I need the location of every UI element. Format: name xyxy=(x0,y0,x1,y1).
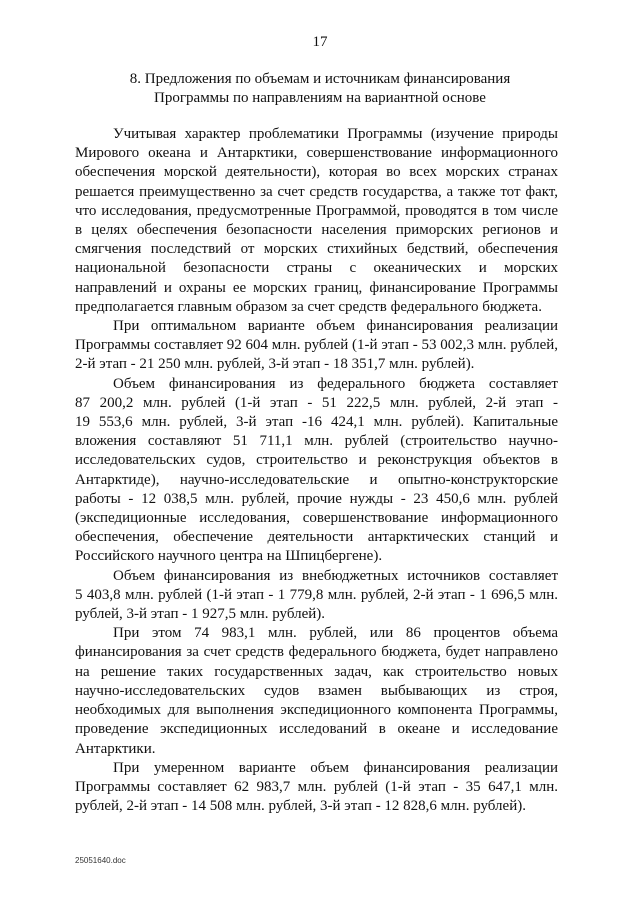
document-body xyxy=(75,125,558,816)
paragraph-line: Программы составляет 92 604 млн. рублей (1-й этап - 53 002,3 млн. рублей, xyxy=(75,337,559,354)
paragraph xyxy=(75,125,558,317)
paragraph-line: 87 200,2 млн. рублей (1-й этап - 51 222,5 млн. рублей, 2-й этап - xyxy=(75,394,558,411)
paragraph-line: Мирового океана и Антарктики, совершенствование информационного xyxy=(75,145,558,162)
paragraph-line: Программы составляет 62 983,7 млн. рублей (1-й этап - 35 647,1 млн. xyxy=(75,778,558,795)
paragraph-line: обеспечения морской деятельности), которая во всех морских странах xyxy=(75,164,558,181)
paragraph-line: Антарктики. xyxy=(75,740,156,757)
paragraph-line: обеспечения, обеспечение деятельности антарктических станций и xyxy=(75,529,558,546)
paragraph xyxy=(75,317,558,375)
paragraph-line: 5 403,8 млн. рублей (1-й этап - 1 779,8 млн. рублей, 2-й этап - 1 696,5 млн. xyxy=(75,586,558,603)
paragraph-line: Российского научного центра на Шпицбергене). xyxy=(75,548,383,565)
file-name-footer: 25051640.doc xyxy=(75,856,126,865)
paragraph-line: Объем финансирования из федерального бюджета составляет xyxy=(113,375,558,392)
paragraph xyxy=(75,759,558,817)
paragraph xyxy=(75,375,558,567)
paragraph-line: на решение таких государственных задач, как строительство новых xyxy=(75,663,558,680)
paragraph-line: проведение экспедиционных исследований в океане и исследование xyxy=(75,721,558,738)
paragraph-line: (экспедиционные исследования, совершенствование информационного xyxy=(75,510,558,527)
paragraph-line: При оптимальном варианте объем финансирования реализации xyxy=(113,318,558,335)
paragraph-line: При этом 74 983,1 млн. рублей, или 86 процентов объема xyxy=(113,625,558,642)
paragraph-line: необходимых для выполнения экспедиционного компонента Программы, xyxy=(75,702,558,719)
paragraph-line: решается преимущественно за счет средств государства, а также тот факт, xyxy=(75,183,558,200)
paragraph-line: рублей, 2-й этап - 14 508 млн. рублей, 3-й этап - 12 828,6 млн. рублей). xyxy=(75,798,526,815)
paragraph-line: работы - 12 038,5 млн. рублей, прочие нужды - 23 450,6 млн. рублей xyxy=(75,490,558,507)
paragraph-line: исследовательских судов, строительство и реконструкция объектов в xyxy=(75,452,558,469)
page-number: 17 xyxy=(312,34,328,50)
section-heading xyxy=(70,70,570,108)
paragraph-line: научно-исследовательских судов взамен выбывающих из строя, xyxy=(75,682,558,699)
paragraph-line: вложения составляют 51 711,1 млн. рублей (строительство научно- xyxy=(75,433,558,450)
paragraph-line: Антарктиде), научно-исследовательские и опытно-конструкторские xyxy=(75,471,558,488)
paragraph-line: предполагается главным образом за счет средств федерального бюджета. xyxy=(75,298,542,315)
paragraph-line: 2-й этап - 21 250 млн. рублей, 3-й этап - 18 351,7 млн. рублей). xyxy=(75,356,475,373)
paragraph-line: смягчения последствий от морских стихийных бедствий, обеспечения xyxy=(75,241,558,258)
paragraph-line: Объем финансирования из внебюджетных источников составляет xyxy=(113,567,558,584)
section-heading-line: 8. Предложения по объемам и источникам финансирования xyxy=(129,71,511,87)
paragraph-line: При умеренном варианте объем финансирования реализации xyxy=(113,759,558,776)
paragraph-line: Учитывая характер проблематики Программы (изучение природы xyxy=(113,126,558,142)
section-heading-line: Программы по направлениям на вариантной основе xyxy=(154,90,486,106)
paragraph xyxy=(75,624,558,758)
paragraph xyxy=(75,567,558,625)
paragraph-line: что исследования, предусмотренные Программой, проводятся в том числе xyxy=(75,202,558,219)
paragraph-line: финансирования за счет средств федерального бюджета, будет направлено xyxy=(75,644,558,661)
paragraph-line: рублей, 3-й этап - 1 927,5 млн. рублей). xyxy=(75,606,325,623)
paragraph-line: в целях обеспечения безопасности населения приморских регионов и xyxy=(75,222,558,239)
paragraph-line: 19 553,6 млн. рублей, 3-й этап -16 424,1 млн. рублей). Капитальные xyxy=(75,414,558,431)
paragraph-line: национальной безопасности страны с океанических и морских xyxy=(75,260,558,277)
paragraph-line: направлений и охраны ее морских границ, финансирование Программы xyxy=(75,279,558,296)
